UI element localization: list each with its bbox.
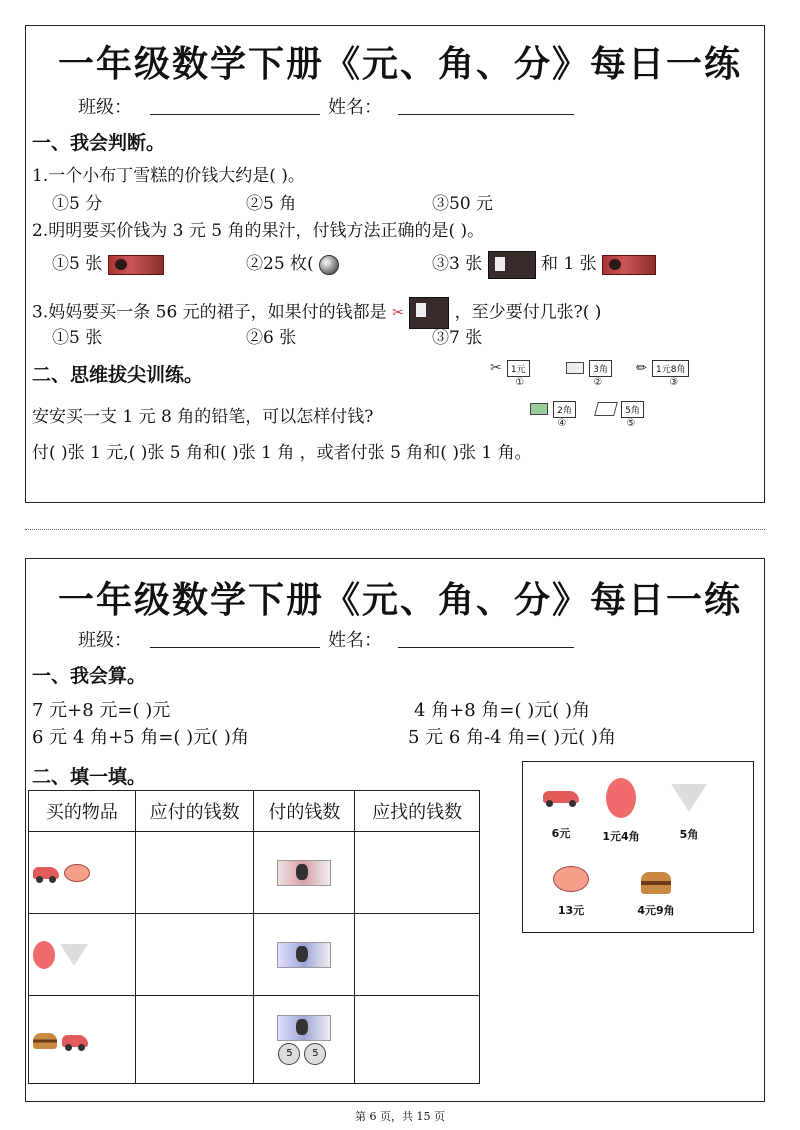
- name-label: 姓名：: [328, 97, 382, 118]
- question-4: 安安买一支 1 元 8 角的铅笔，可以怎样付钱?: [32, 407, 374, 427]
- banknote-5-icon: [277, 942, 331, 968]
- price-label: 6元: [551, 827, 571, 840]
- paid-cell: [254, 832, 355, 914]
- price-item-shuttlecock: [664, 784, 714, 842]
- notebook-icon: [594, 402, 618, 416]
- helicopter-icon: [64, 864, 90, 882]
- banknote-20-icon: [277, 860, 331, 886]
- helicopter-icon: [553, 866, 589, 892]
- price-label: 13元: [557, 904, 585, 917]
- price-item-hamburger: [630, 872, 682, 918]
- shopping-table: [28, 790, 480, 1084]
- sharpener-icon: [530, 403, 548, 415]
- price-tag: 5角: [621, 401, 644, 418]
- worksheet-2-title: 一年级数学下册《元、角、分》每日一练: [57, 580, 742, 621]
- section-heading-training: 二、思维拔尖训练。: [32, 364, 204, 386]
- due-cell[interactable]: [135, 832, 254, 914]
- shuttlecock-icon: [60, 944, 88, 966]
- tag-number: ⑤: [626, 418, 636, 429]
- tag-number: ①: [515, 377, 525, 388]
- paid-cell: [254, 996, 355, 1084]
- items-cell: [29, 996, 136, 1084]
- banknote-icon: [108, 255, 164, 275]
- change-cell[interactable]: [355, 914, 480, 996]
- q1-option-a: ①5 分: [52, 194, 103, 214]
- q2-option-c: [432, 249, 656, 279]
- q2-option-b-text: ②25 枚(: [246, 254, 314, 274]
- coin-icon: 5: [304, 1043, 326, 1065]
- class-label: 班级：: [78, 630, 132, 651]
- question-2: 2.明明要买价钱为 3 元 5 角的果汁，付钱方法正确的是( )。: [32, 221, 485, 241]
- change-cell[interactable]: [355, 996, 480, 1084]
- banknote-5-icon: [277, 1015, 331, 1041]
- calc-1: 7 元+8 元=( )元: [32, 700, 171, 721]
- banknote-icon: [488, 251, 536, 279]
- paid-cell: [254, 914, 355, 996]
- toy-car-icon: [62, 1035, 88, 1047]
- tag-number: ④: [557, 418, 567, 429]
- class-field[interactable]: [150, 629, 320, 648]
- due-cell[interactable]: [135, 914, 254, 996]
- items-cell: [29, 832, 136, 914]
- price-tag-eraser: [566, 357, 612, 388]
- section-heading-calc: 一、我会算。: [32, 665, 147, 687]
- name-field[interactable]: [398, 629, 574, 648]
- price-item-car: [538, 790, 584, 841]
- price-tag-sharpener: [530, 398, 576, 429]
- table-header-row: [29, 791, 480, 832]
- pencil-icon: ✏: [636, 361, 647, 376]
- header-paid: 付的钱数: [254, 791, 355, 832]
- scissors-icon: ✂: [392, 305, 404, 321]
- q1-option-b: ②5 角: [246, 194, 297, 214]
- tag-number: ②: [593, 377, 603, 388]
- section-heading-judge: 一、我会判断。: [32, 132, 166, 154]
- header-change: 应找的钱数: [355, 791, 480, 832]
- calc-4: 5 元 6 角-4 角=( )元( )角: [408, 727, 616, 748]
- scissors-icon: ✂: [490, 359, 502, 376]
- price-tag: 1元8角: [652, 360, 689, 377]
- q2-option-c-text-a: ③3 张: [432, 254, 483, 274]
- change-cell[interactable]: [355, 832, 480, 914]
- calc-2: 4 角+8 角=( )元( )角: [414, 700, 591, 721]
- header-item: 买的物品: [29, 791, 136, 832]
- items-cell: [29, 914, 136, 996]
- calc-3: 6 元 4 角+5 角=( )元( )角: [32, 727, 249, 748]
- price-item-helicopter: [546, 866, 596, 918]
- page-footer: 第 6 页，共 15 页: [355, 1110, 445, 1123]
- table-row: [29, 914, 480, 996]
- price-label: 4元9角: [637, 904, 675, 917]
- price-tag-notebook: [596, 398, 644, 429]
- price-tag: 3角: [589, 360, 612, 377]
- price-label: 5角: [679, 828, 699, 841]
- question-1: 1.一个小布丁雪糕的价钱大约是( )。: [32, 166, 305, 186]
- hamburger-icon: [33, 1033, 57, 1049]
- question-3: [32, 297, 601, 329]
- name-label: 姓名：: [328, 630, 382, 651]
- due-cell[interactable]: [135, 996, 254, 1084]
- q2-option-a: [52, 249, 164, 275]
- q3-option-b: ②6 张: [246, 328, 297, 348]
- toy-car-icon: [33, 867, 59, 879]
- price-label: 1元4角: [602, 830, 640, 843]
- price-tag: 2角: [553, 401, 576, 418]
- question-3-text-b: ，至少要付几张?( ): [454, 302, 602, 323]
- table-row: [29, 832, 480, 914]
- balloon-icon: [606, 778, 636, 818]
- balloon-icon: [33, 941, 55, 969]
- class-field[interactable]: [150, 96, 320, 115]
- coin-icon: [319, 255, 339, 275]
- price-tag-pencil: [636, 357, 689, 388]
- q2-option-b: [246, 249, 339, 275]
- question-3-text-a: 3.妈妈要买一条 56 元的裙子，如果付的钱都是: [32, 302, 387, 323]
- name-field[interactable]: [398, 96, 574, 115]
- toy-car-icon: [543, 791, 579, 803]
- q1-option-c: ③50 元: [432, 194, 494, 214]
- q2-option-a-text: ①5 张: [52, 254, 103, 274]
- hamburger-icon: [641, 872, 671, 894]
- q3-option-a: ①5 张: [52, 328, 103, 348]
- coin-icon: 5: [278, 1043, 300, 1065]
- question-4-answer: 付( )张 1 元,( )张 5 角和( )张 1 角 ，或者付张 5 角和( )张 1 角。: [32, 443, 532, 463]
- header-due: 应付的钱数: [135, 791, 254, 832]
- tag-number: ③: [669, 377, 679, 388]
- banknote-icon: [602, 255, 656, 275]
- table-row: [29, 996, 480, 1084]
- page-divider: [25, 529, 765, 530]
- price-tag-scissors: [490, 357, 530, 388]
- q2-option-c-text-b: 和 1 张: [541, 254, 597, 274]
- eraser-icon: [566, 362, 584, 374]
- section-heading-fill: 二、填一填。: [32, 766, 147, 788]
- price-item-balloon: [598, 778, 644, 844]
- q3-option-c: ③7 张: [432, 328, 483, 348]
- price-tag: 1元: [507, 360, 530, 377]
- worksheet-1-title: 一年级数学下册《元、角、分》每日一练: [57, 44, 742, 85]
- class-label: 班级：: [78, 97, 132, 118]
- shuttlecock-icon: [671, 784, 707, 812]
